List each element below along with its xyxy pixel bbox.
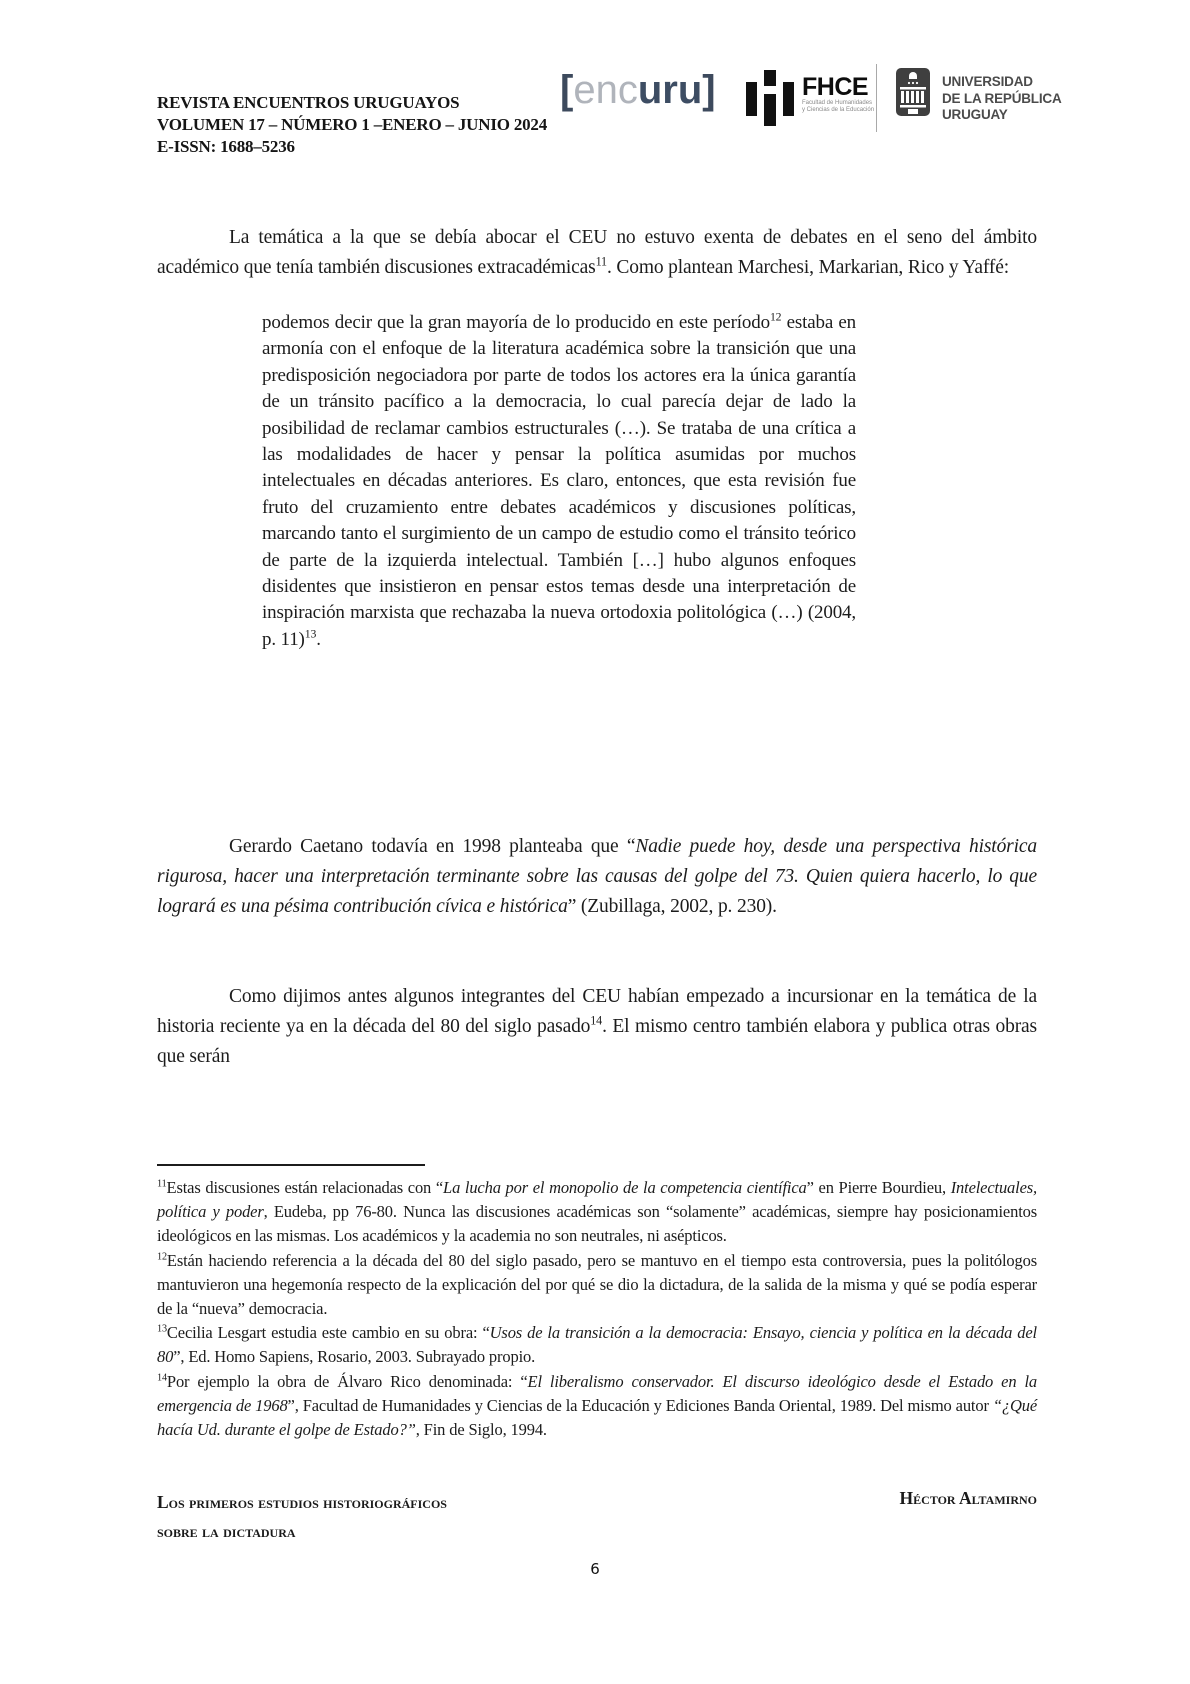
- text-segment: ”, Facultad de Humanidades y Ciencias de la Educación y Ediciones Banda Oriental, 1989. Del mismo autor: [287, 1395, 993, 1415]
- footnote-reference: 13: [157, 1323, 167, 1335]
- text-segment: . Como plantean Marchesi, Markarian, Rico y Yaffé:: [606, 256, 1010, 278]
- running-title-line2: sobre la dictadura: [157, 1521, 296, 1541]
- udelar-logo-text: [942, 74, 1062, 124]
- footnote-separator: [157, 1164, 425, 1166]
- journal-header: [157, 92, 547, 158]
- encuru-bracket-close: ]: [702, 68, 716, 112]
- paragraph-3: [157, 982, 1037, 1072]
- text-segment: El liberalismo conservador. El discurso ideológico desde el Estado en la emergencia de 1968: [157, 1371, 1038, 1415]
- text-segment: , Eudeba, pp 76-80. Nunca las discusiones académicas son “solamente” académicas, siempre hay posicionamientos ideológicos en las mismas. Los académicos y la academia no son neutrales, ni asépticos.: [157, 1202, 1037, 1246]
- udelar-line3: URUGUAY: [942, 107, 1008, 122]
- fhce-logo-text: [802, 74, 874, 114]
- footnote-reference: 12: [769, 310, 782, 324]
- fhce-name: FHCE: [802, 73, 869, 101]
- journal-issn: E-ISSN: 1688–5236: [157, 137, 295, 156]
- text-segment: Usos de la transición a la democracia: Ensayo, ciencia y política en la década del 80: [157, 1323, 1037, 1367]
- fhce-subtitle-line2: y Ciencias de la Educación: [802, 107, 875, 113]
- text-segment: ”, Ed. Homo Sapiens, Rosario, 2003. Subrayado propio.: [173, 1347, 536, 1367]
- footnote-reference: 11: [595, 254, 607, 268]
- text-segment: Como dijimos antes algunos integrantes del CEU habían empezado a incursionar en la temática de la historia reciente ya en la década del 80 del siglo pasado: [157, 985, 1037, 1037]
- text-segment: Gerardo Caetano todavía en 1998 planteaba que “: [229, 835, 636, 857]
- footnote-reference: 13: [304, 627, 317, 641]
- text-segment: “¿Qué hacía Ud. durante el golpe de Estado?”: [157, 1395, 1037, 1440]
- text-segment: estaba en armonía con el enfoque de la literatura académica sobre la transición que una predisposición negociadora por parte de todos los actores era la única garantía de un tránsito pacífico a la democracia, lo cual parecía dejar de lado la posibilidad de reclamar cambios estructurales (…). Se trataba de una crítica a las modalidades de hacer y pensar la política asumidas por muchos intelectuales en décadas anteriores. Es claro, entonces, que esta revisión fue fruto del cruzamiento entre debates académicos y discusiones políticas, marcando tanto el surgimiento de un campo de estudio como el tránsito teórico de parte de la izquierda intelectual. También […] hubo algunos enfoques disidentes que insistieron en pensar estos temas desde una interpretación de inspiración marxista que rechazaba la nueva ortodoxia politológica (…) (2004, p. 11): [262, 312, 857, 650]
- encuru-bracket-open: [: [560, 68, 574, 112]
- running-title-line1: Los primeros estudios historiográficos: [157, 1492, 447, 1512]
- text-segment: , Fin de Siglo, 1994.: [415, 1420, 547, 1440]
- text-segment: Nadie puede hoy, desde una perspectiva histórica rigurosa, hacer una interpretación terminante sobre las causas del golpe del 73. Quien quiera hacerlo, lo que logrará es una pésima contribución cívica e histórica: [157, 835, 1037, 917]
- footnote-14: [157, 1370, 1037, 1443]
- text-segment: podemos decir que la gran mayoría de lo producido en este período: [262, 312, 770, 333]
- text-segment: Por ejemplo la obra de Álvaro Rico denominada: “: [166, 1371, 528, 1391]
- text-segment: Cecilia Lesgart estudia este cambio en su obra: “: [166, 1323, 490, 1343]
- logo-divider: [876, 64, 877, 132]
- text-segment: La lucha por el monopolio de la competencia científica: [443, 1178, 807, 1197]
- text-segment: ” en Pierre Bourdieu,: [806, 1178, 951, 1197]
- journal-title: REVISTA ENCUENTROS URUGUAYOS: [157, 93, 460, 112]
- text-segment: Están haciendo referencia a la década del 80 del siglo pasado, pero se mantuvo en el tiempo esta controversia, pues la politólogos mantuvieron una hegemonía respecto de la explicación del por qué se dio la dictadura, de la salida de la misma y qué se podía esperar de la “nueva” democracia.: [157, 1250, 1037, 1319]
- udelar-shield-icon: [896, 68, 930, 116]
- encuru-logo: [560, 66, 716, 114]
- paragraph-2: [157, 832, 1037, 922]
- page-number: 6: [590, 1560, 600, 1578]
- text-segment: .: [316, 628, 321, 650]
- block-quote: [262, 310, 856, 653]
- paragraph-1: [157, 223, 1037, 283]
- text-segment: La temática a la que se debía abocar el CEU no estuvo exenta de debates en el seno del ámbito académico que tenía también discusiones extracadémicas: [157, 226, 1037, 278]
- udelar-line2: DE LA REPÚBLICA: [942, 90, 1062, 106]
- journal-volume: VOLUMEN 17 – NÚMERO 1 –ENERO – JUNIO 2024: [157, 115, 548, 134]
- footnotes-block: [157, 1176, 1037, 1442]
- footnote-reference: 14: [157, 1372, 167, 1384]
- udelar-line1: UNIVERSIDAD: [942, 74, 1033, 89]
- running-title: [157, 1488, 447, 1546]
- running-author: Héctor Altamirno: [899, 1488, 1037, 1508]
- footnote-12: [157, 1249, 1037, 1322]
- fhce-logo-icon: [746, 70, 794, 126]
- encuru-logo-text-dark: uru: [637, 68, 703, 112]
- footnote-11: [157, 1176, 1037, 1249]
- text-segment: . El mismo centro también elabora y publica otras obras que serán: [157, 1015, 1037, 1067]
- footnote-13: [157, 1321, 1037, 1369]
- text-segment: Estas discusiones están relacionadas con “: [166, 1178, 444, 1197]
- footnote-reference: 11: [157, 1178, 167, 1190]
- footnote-reference: 12: [157, 1251, 167, 1263]
- footnote-reference: 14: [590, 1013, 603, 1027]
- text-segment: Intelectuales, política y poder: [157, 1178, 1038, 1222]
- encuru-logo-text-light: enc: [573, 68, 638, 112]
- fhce-subtitle-line1: Facultad de Humanidades: [802, 100, 873, 106]
- text-segment: ” (Zubillaga, 2002, p. 230).: [567, 895, 777, 917]
